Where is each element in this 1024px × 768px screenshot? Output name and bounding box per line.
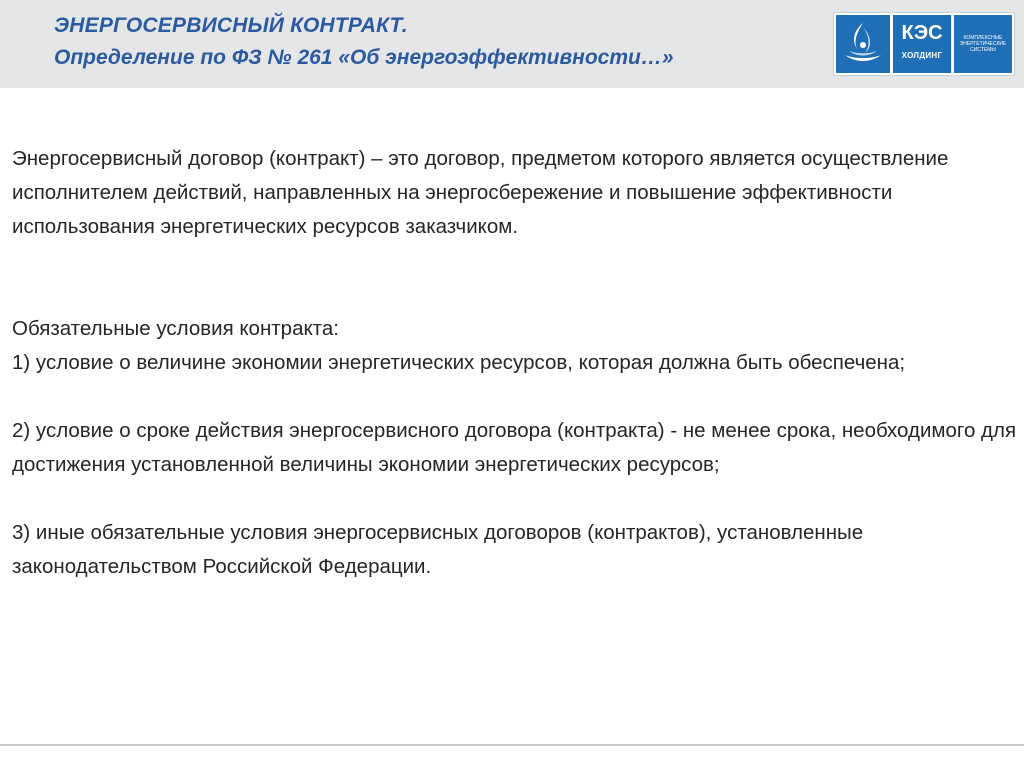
slide-subtitle: Определение по ФЗ № 261 «Об энергоэффективности…» bbox=[54, 46, 674, 69]
logo-subtitle: ХОЛДИНГ bbox=[901, 51, 943, 60]
slide-body bbox=[12, 142, 1017, 584]
spacer bbox=[12, 244, 1017, 312]
logo-name: КЭС bbox=[901, 22, 943, 44]
logo-emblem-tile bbox=[836, 15, 890, 73]
slide-header bbox=[0, 0, 1024, 88]
spacer bbox=[12, 482, 1017, 516]
company-logo bbox=[833, 12, 1015, 76]
condition-item-1: 1) условие о величине экономии энергетических ресурсов, которая должна быть обеспечена; bbox=[12, 351, 906, 374]
logo-tagline-tile bbox=[954, 15, 1012, 73]
slide-title: ЭНЕРГОСЕРВИСНЫЙ КОНТРАКТ. bbox=[54, 14, 408, 37]
kes-emblem-icon bbox=[839, 17, 887, 71]
footer-divider bbox=[0, 744, 1024, 746]
condition-item-3: 3) иные обязательные условия энергосервисных договоров (контрактов), установленные законодательством Российской Федерации. bbox=[12, 521, 864, 578]
spacer bbox=[12, 380, 1017, 414]
condition-item-2: 2) условие о сроке действия энергосервисного договора (контракта) - не менее срока, необходимого для достижения установленной величины экономии энергетических ресурсов; bbox=[12, 419, 1017, 476]
logo-tagline: КОМПЛЕКСНЫЕ ЭНЕРГЕТИЧЕСКИЕ СИСТЕМЫ bbox=[959, 35, 1007, 53]
logo-name-tile bbox=[893, 15, 951, 73]
conditions-heading: Обязательные условия контракта: bbox=[12, 317, 339, 340]
definition-paragraph: Энергосервисный договор (контракт) – это договор, предметом которого является осуществление исполнителем действий, направленных на энергосбережение и повышение эффективности использования энергетических ресурсов заказчиком. bbox=[12, 147, 949, 238]
